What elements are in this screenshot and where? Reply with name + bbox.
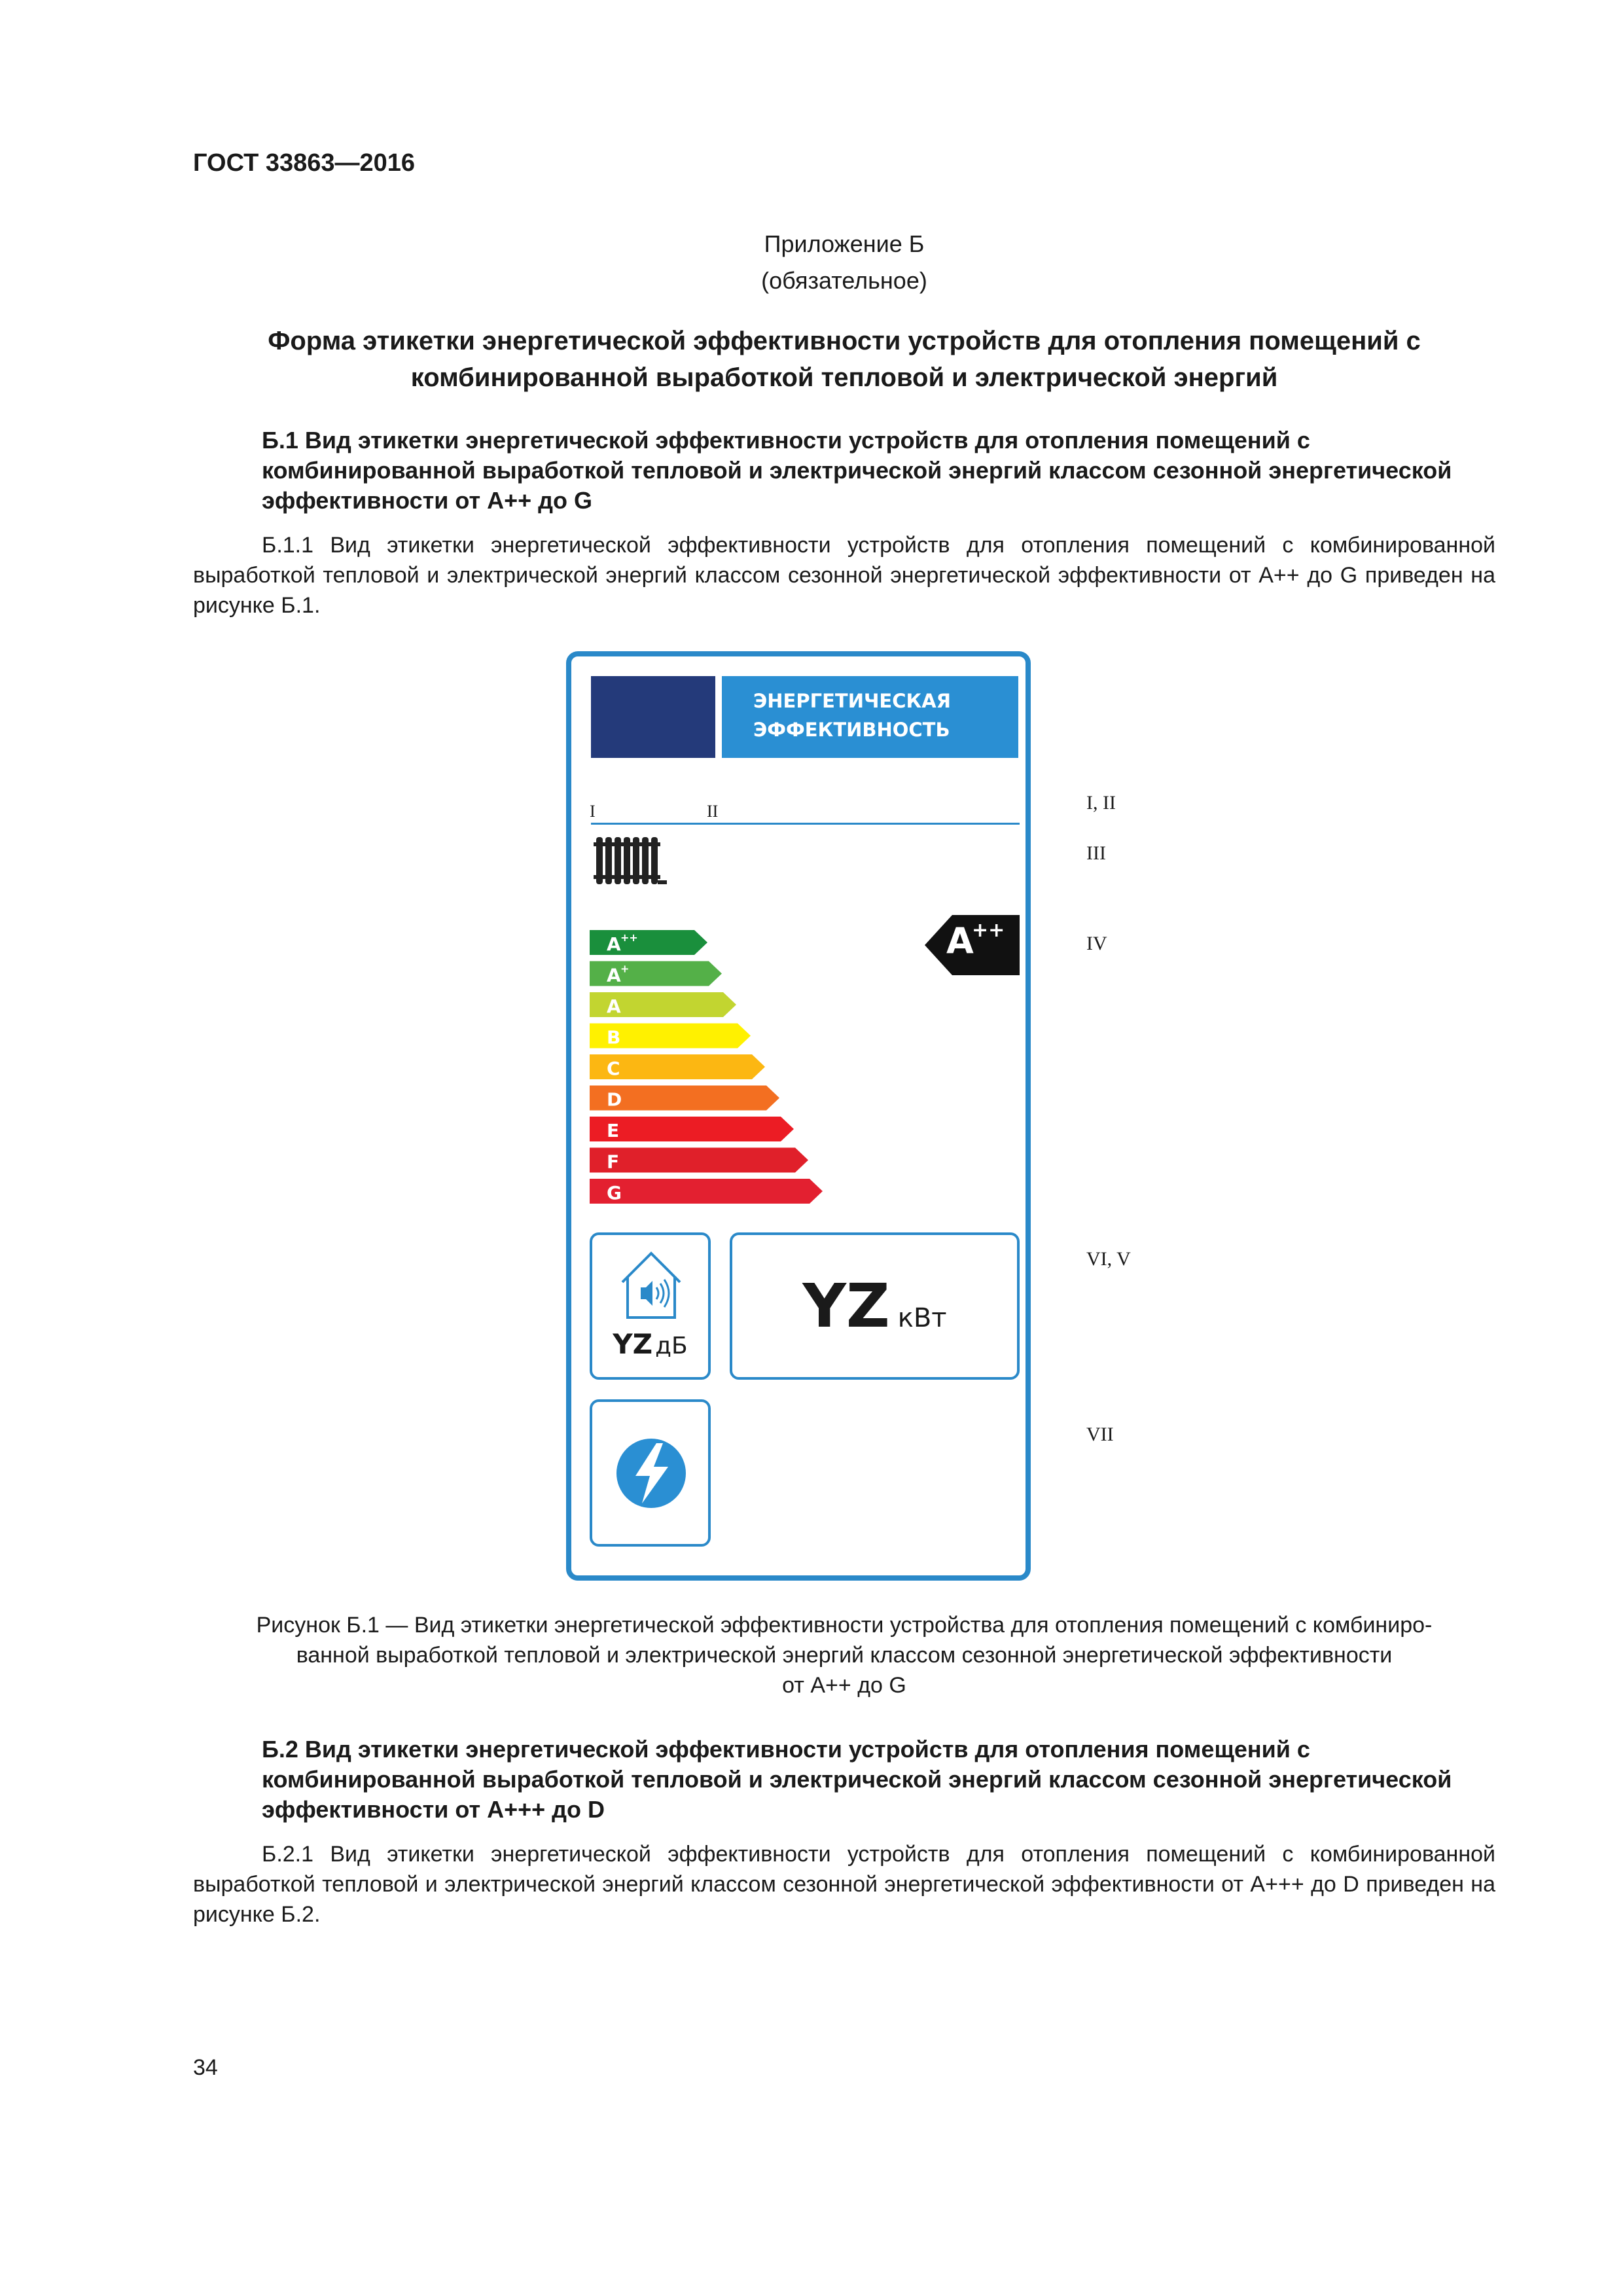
class-bar-shape bbox=[590, 1179, 823, 1204]
noise-value: YZ bbox=[613, 1328, 653, 1360]
class-bar-label: A bbox=[607, 964, 621, 986]
class-bar-4 bbox=[590, 1054, 765, 1079]
rating-letter: A bbox=[946, 920, 974, 961]
rating-sup: ++ bbox=[972, 919, 1005, 942]
caption-line1: Рисунок Б.1 — Вид этикетки энергетической эффективности устройства для отопления помещений с комбиниро- bbox=[256, 1613, 1433, 1638]
class-bar-7 bbox=[590, 1148, 808, 1173]
field-i: I bbox=[590, 802, 596, 821]
class-bar-0 bbox=[590, 930, 707, 955]
power-output bbox=[732, 1271, 1017, 1341]
class-bar-6 bbox=[590, 1117, 794, 1141]
efficiency-scale bbox=[590, 930, 851, 1211]
radiator-icon bbox=[591, 833, 669, 891]
class-bar-2 bbox=[590, 992, 736, 1017]
field-ii: II bbox=[707, 802, 719, 821]
power-unit: кВт bbox=[897, 1303, 947, 1333]
marker-vii: VII bbox=[1086, 1424, 1114, 1445]
power-value: YZ bbox=[802, 1271, 890, 1341]
marker-iii: III bbox=[1086, 842, 1106, 864]
section-b1-line3: эффективности от А++ до G bbox=[262, 487, 593, 514]
class-bar-shape bbox=[590, 1148, 808, 1173]
appendix-status: (обязательное) bbox=[761, 267, 927, 294]
form-heading-line2: комбинированной выработкой тепловой и электрической энергий bbox=[410, 363, 1278, 392]
banner-logo-box bbox=[591, 676, 715, 758]
document-header: ГОСТ 33863—2016 bbox=[193, 149, 416, 177]
marker-vi-v: VI, V bbox=[1086, 1248, 1131, 1270]
appendix-name: Приложение Б bbox=[764, 230, 925, 257]
electricity-box bbox=[590, 1399, 711, 1547]
paragraph-b11: Б.1.1 Вид этикетки энергетической эффективности устройств для отопления помещений с комбинированной выработкой тепловой и электрической энергий классом сезонной энергетической эффективности от А++ до G приведен на рисунке Б.1. bbox=[193, 533, 1495, 618]
noise-level bbox=[592, 1328, 708, 1360]
banner-line1: ЭНЕРГЕТИЧЕСКАЯ bbox=[753, 690, 951, 712]
marker-iv: IV bbox=[1086, 933, 1107, 954]
banner-title bbox=[722, 676, 1018, 758]
section-b2-line2: комбинированной выработкой тепловой и электрической энергий классом сезонной энергетической bbox=[262, 1766, 1452, 1793]
banner-line2: ЭФФЕКТИВНОСТЬ bbox=[753, 719, 950, 741]
caption-line2: ванной выработкой тепловой и электрической энергий классом сезонной энергетической эффективности bbox=[296, 1643, 1393, 1668]
class-bar-label: B bbox=[607, 1026, 621, 1049]
class-bar-8 bbox=[590, 1179, 823, 1204]
section-b2-heading bbox=[262, 1734, 1505, 1825]
class-bar-label: A bbox=[607, 996, 621, 1017]
class-bar-shape bbox=[590, 1117, 794, 1141]
section-b1-line2: комбинированной выработкой тепловой и электрической энергий классом сезонной энергетической bbox=[262, 457, 1452, 484]
section-b2-line1: Б.2 Вид этикетки энергетической эффективности устройств для отопления помещений с bbox=[262, 1736, 1310, 1763]
figure-caption bbox=[193, 1610, 1495, 1700]
class-bar-label: G bbox=[607, 1182, 622, 1204]
rating-arrow bbox=[925, 915, 1020, 975]
sound-house-icon bbox=[618, 1249, 684, 1321]
noise-box bbox=[590, 1232, 711, 1380]
energy-label bbox=[566, 651, 1031, 1581]
class-bar-label: A bbox=[607, 933, 621, 955]
caption-line3: от А++ до G bbox=[782, 1673, 906, 1698]
noise-unit: дБ bbox=[655, 1333, 688, 1359]
paragraph-b21: Б.2.1 Вид этикетки энергетической эффективности устройств для отопления помещений с комбинированной выработкой тепловой и электрической энергий классом сезонной энергетической эффективности от А+++ до D приведен на рисунке Б.2. bbox=[193, 1842, 1495, 1927]
power-box bbox=[730, 1232, 1020, 1380]
section-b2-line3: эффективности от А+++ до D bbox=[262, 1796, 605, 1823]
marker-i-ii: I, II bbox=[1086, 792, 1116, 814]
class-bar-1 bbox=[590, 961, 722, 986]
label-separator bbox=[591, 823, 1020, 825]
class-bar-3 bbox=[590, 1024, 751, 1049]
class-bar-label: C bbox=[607, 1058, 620, 1079]
class-bar-sup: + bbox=[620, 962, 630, 975]
section-b1-line1: Б.1 Вид этикетки энергетической эффективности устройств для отопления помещений с bbox=[262, 427, 1310, 454]
class-bar-label: F bbox=[607, 1151, 620, 1173]
form-heading-line1: Форма этикетки энергетической эффективности устройств для отопления помещений с bbox=[268, 327, 1421, 355]
lightning-icon bbox=[615, 1437, 688, 1510]
class-bar-label: D bbox=[607, 1088, 622, 1111]
section-b1-heading bbox=[262, 425, 1505, 516]
form-heading bbox=[193, 323, 1495, 396]
appendix-title bbox=[193, 226, 1495, 299]
class-bar-5 bbox=[590, 1086, 779, 1111]
class-bar-label: E bbox=[607, 1120, 620, 1141]
page-number: 34 bbox=[193, 2055, 218, 2080]
class-bar-sup: ++ bbox=[620, 931, 638, 944]
